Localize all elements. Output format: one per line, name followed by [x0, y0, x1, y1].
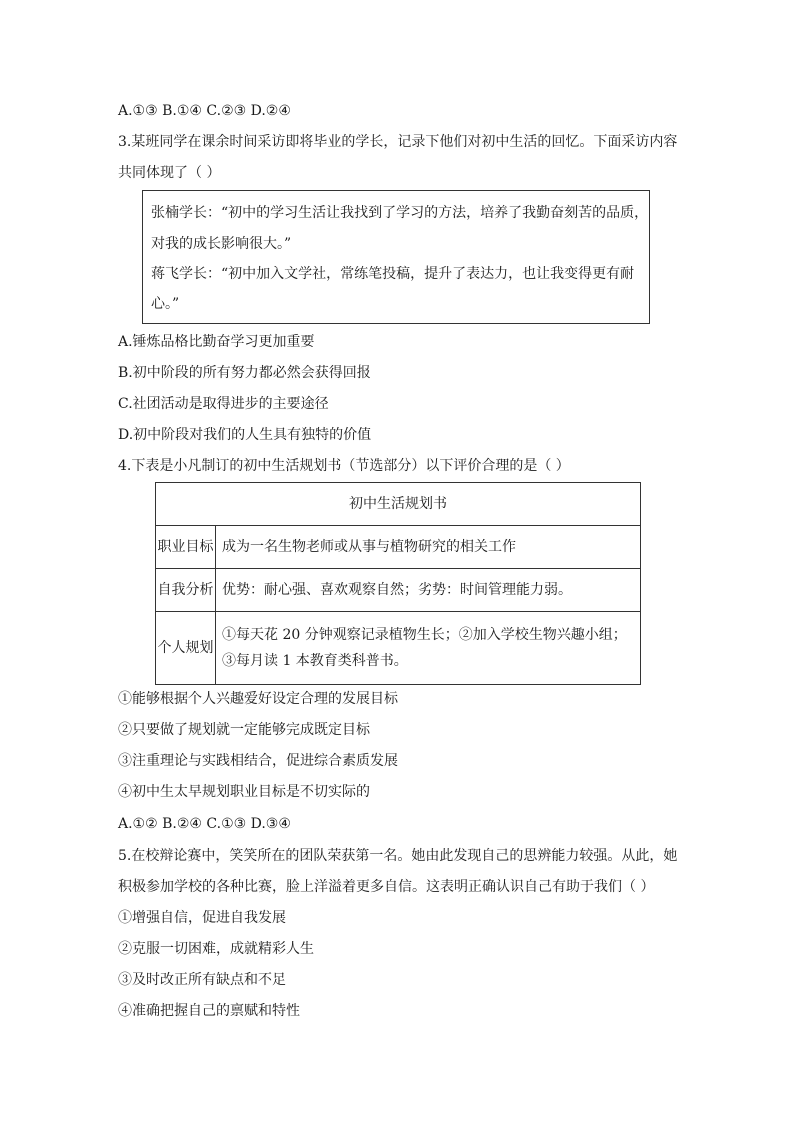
q3-option-d: D.初中阶段对我们的人生具有独特的价值 [118, 427, 372, 443]
quote-line: 心。” [151, 296, 180, 312]
q3-stem-line2: 共同体现了（ ） [118, 165, 221, 181]
q4-options: A.①② B.②④ C.①③ D.③④ [118, 816, 291, 832]
row-label: 个人规划 [156, 612, 216, 685]
table-row [156, 569, 641, 612]
q3-option-b: B.初中阶段的所有努力都必然会获得回报 [118, 365, 371, 381]
quote-line: 蒋飞学长：“初中加入文学社，常练笔投稿，提升了表达力，也让我变得更有耐 [151, 266, 635, 282]
table-title-row [156, 483, 641, 526]
row-content: 优势：耐心强、喜欢观察自然；劣势：时间管理能力弱。 [216, 569, 641, 612]
row-label: 职业目标 [156, 526, 216, 569]
row-content-line: ①每天花 20 分钟观察记录植物生长；②加入学校生物兴趣小组； [222, 627, 627, 643]
table-row [156, 526, 641, 569]
table-row [156, 612, 641, 685]
q3-option-c: C.社团活动是取得进步的主要途径 [118, 396, 329, 412]
row-content: 成为一名生物老师或从事与植物研究的相关工作 [216, 526, 641, 569]
q3-stem-line1: 3.某班同学在课余时间采访即将毕业的学长，记录下他们对初中生活的回忆。下面采访内容 [118, 134, 678, 150]
row-content [216, 612, 641, 685]
q2-options: A.①③ B.①④ C.②③ D.②④ [118, 103, 291, 119]
quote-line: 张楠学长：“初中的学习生活让我找到了学习的方法，培养了我勤奋刻苦的品质， [151, 205, 649, 221]
table-title: 初中生活规划书 [156, 483, 641, 526]
q4-statement-1: ①能够根据个人兴趣爱好设定合理的发展目标 [118, 691, 398, 707]
q4-statement-3: ③注重理论与实践相结合，促进综合素质发展 [118, 753, 398, 769]
interview-quote-box [142, 190, 650, 324]
q5-statement-3: ③及时改正所有缺点和不足 [118, 972, 286, 988]
plan-table [155, 482, 641, 685]
q5-statement-1: ①增强自信，促进自我发展 [118, 910, 286, 926]
q3-option-a: A.锤炼品格比勤奋学习更加重要 [118, 334, 315, 350]
q4-statement-4: ④初中生太早规划职业目标是不切实际的 [118, 784, 370, 800]
row-label: 自我分析 [156, 569, 216, 612]
q5-stem-line1: 5.在校辩论赛中，笑笑所在的团队荣获第一名。她由此发现自己的思辨能力较强。从此，她 [118, 848, 678, 864]
q5-statement-4: ④准确把握自己的禀赋和特性 [118, 1003, 300, 1019]
row-content-line: ③每月读 1 本教育类科普书。 [222, 653, 408, 669]
q4-stem: 4.下表是小凡制订的初中生活规划书（节选部分）以下评价合理的是（ ） [118, 458, 570, 474]
q5-stem-line2: 积极参加学校的各种比赛，脸上洋溢着更多自信。这表明正确认识自己有助于我们（ ） [118, 879, 655, 895]
q4-statement-2: ②只要做了规划就一定能够完成既定目标 [118, 722, 370, 738]
q5-statement-2: ②克服一切困难，成就精彩人生 [118, 941, 314, 957]
quote-line: 对我的成长影响很大。” [151, 236, 292, 252]
